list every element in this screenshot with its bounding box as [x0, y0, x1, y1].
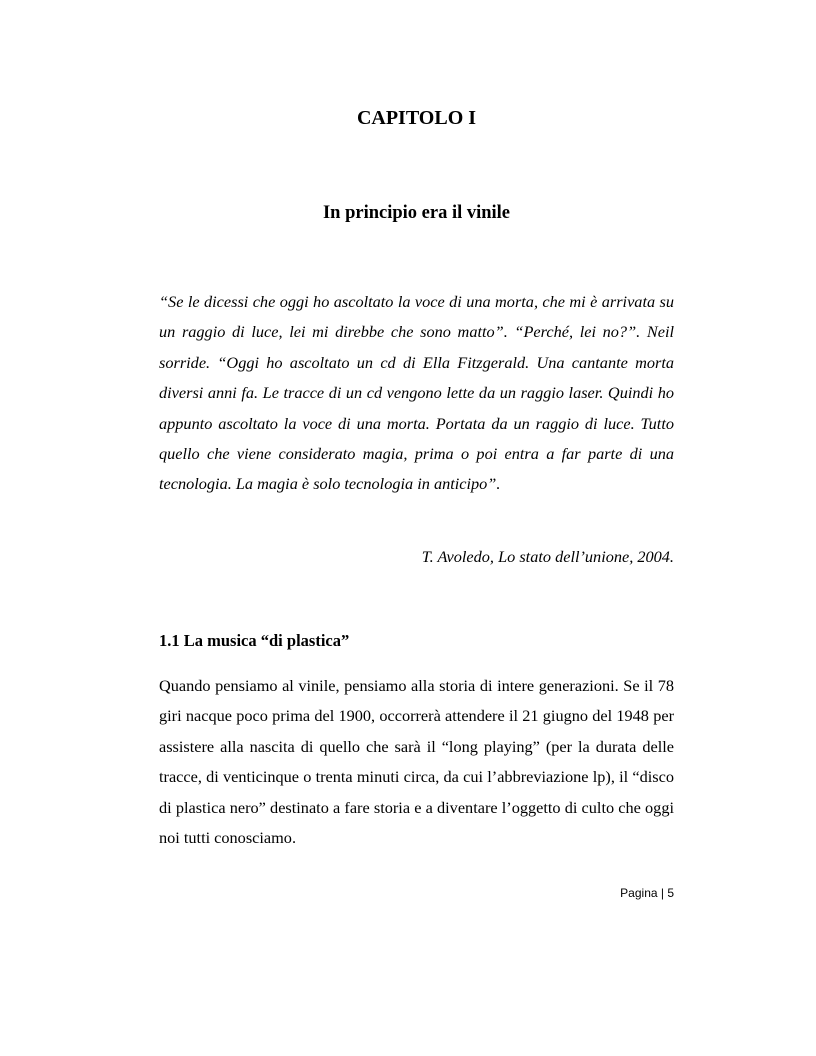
chapter-heading: CAPITOLO I [356, 107, 477, 129]
chapter-title: In principio era il vinile [322, 203, 511, 223]
epigraph-attribution: T. Avoledo, Lo stato dell’unione, 2004. [421, 547, 674, 566]
page-number-footer: Pagina | 5 [620, 886, 674, 900]
body-paragraph: Quando pensiamo al vinile, pensiamo alla storia di intere generazioni. Se il 78 giri nacque poco prima del 1900, occorrerà attendere il 21 giugno del 1948 per assistere alla nascita di quello che sarà il “long playing” (per la durata delle tracce, di venticinque o trenta minuti circa, da cui l’abbreviazione lp), il “disco di plastica nero” destinato a fare storia e a diventare l’oggetto di culto che oggi noi tutti conosciamo. [159, 676, 674, 848]
epigraph-quote: “Se le dicessi che oggi ho ascoltato la voce di una morta, che mi è arrivata su un raggio di luce, lei mi direbbe che sono matto”. “Perché, lei no?”. Neil sorride. “Oggi ho ascoltato un cd di Ella Fitzgerald. Una cantante morta diversi anni fa. Le tracce di un cd vengono lette da un raggio laser. Quindi ho appunto ascoltato la voce di una morta. Portata da un raggio di luce. Tutto quello che viene considerato magia, prima o poi entra a far parte di una tecnologia. La magia è solo tecnologia in anticipo”. [159, 292, 674, 494]
section-heading: 1.1 La musica “di plastica” [159, 631, 350, 650]
